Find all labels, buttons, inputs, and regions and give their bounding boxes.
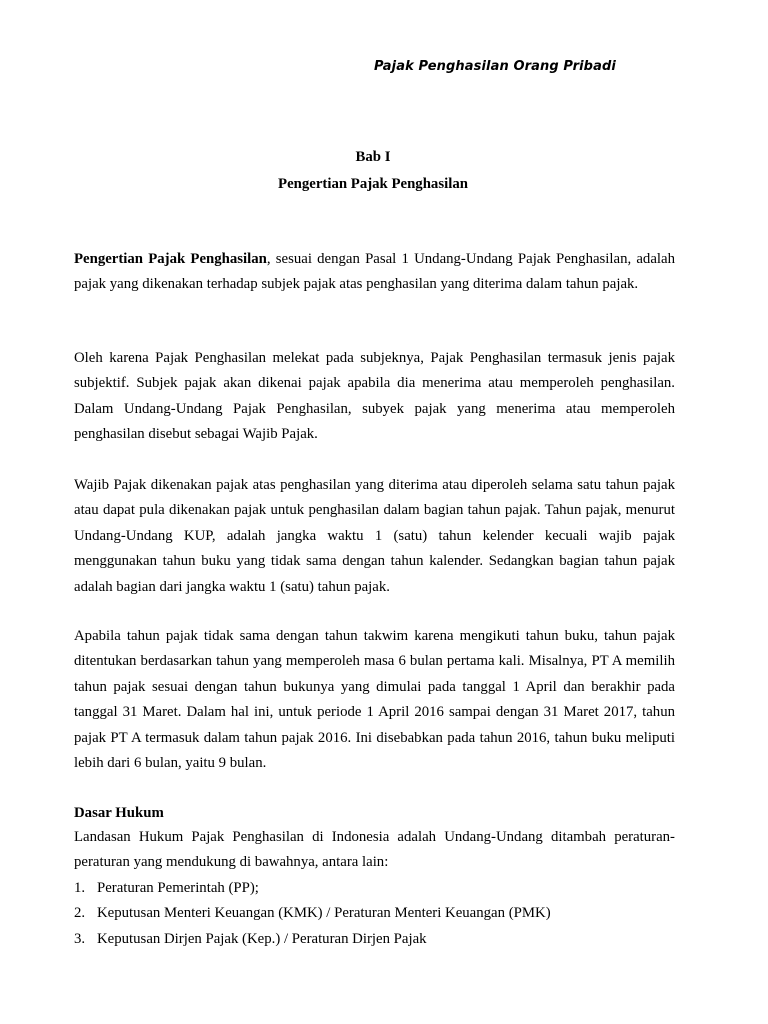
list-item-number: 1. — [74, 880, 86, 896]
list-item-number: 2. — [74, 905, 86, 922]
paragraph-subjective-tax: Oleh karena Pajak Penghasilan melekat pada subjeknya, Pajak Penghasilan termasuk jenis pajak subjektif. Subjek pajak akan dikenai pajak apabila dia menerima atau memperoleh penghasilan. Dalam Undang-Undang Pajak Penghasilan, subyek pajak yang menerima atau memperoleh penghasilan disebut sebagai Wajib Pajak. — [74, 350, 675, 443]
paragraph-definition — [74, 247, 675, 298]
legal-basis-list — [74, 876, 675, 952]
paragraph-tax-year: Wajib Pajak dikenakan pajak atas penghasilan yang diterima atau diperoleh selama satu tahun pajak atau dapat pula dikenakan pajak untuk penghasilan dalam bagian tahun pajak. Tahun pajak, menurut Undang-Undang KUP, adalah jangka waktu 1 (satu) tahun kelender kecuali wajib pajak menggunakan tahun buku yang tidak sama dengan tahun kalender. Sedangkan bagian tahun pajak adalah bagian dari jangka waktu 1 (satu) tahun pajak. — [74, 477, 675, 595]
paragraph-legal-basis: Landasan Hukum Pajak Penghasilan di Indonesia adalah Undang-Undang ditambah peraturan-peraturan yang mendukung di bawahnya, antara lain: — [74, 829, 675, 871]
list-item-text: Keputusan Menteri Keuangan (KMK) / Peraturan Menteri Keuangan (PMK) — [97, 905, 551, 922]
definition-term: Pengertian Pajak Penghasilan — [74, 251, 267, 267]
chapter-label: Bab I — [355, 149, 391, 165]
list-item-text: Peraturan Pemerintah (PP); — [97, 880, 259, 896]
running-header: Pajak Penghasilan Orang Pribadi — [374, 59, 616, 74]
paragraph-tax-year-example: Apabila tahun pajak tidak sama dengan tahun takwim karena mengikuti tahun buku, tahun pajak ditentukan berdasarkan tahun yang memperoleh masa 6 bulan pertama kali. Misalnya, PT A memilih tahun pajak sesuai dengan tahun bukunya yang dimulai pada tanggal 1 April dan berakhir pada tanggal 31 Maret. Dalam hal ini, untuk periode 1 April 2016 sampai dengan 31 Maret 2017, tahun pajak PT A termasuk dalam tahun pajak 2016. Ini disebabkan pada tahun 2016, tahun buku meliputi lebih dari 6 bulan, yaitu 9 bulan. — [74, 628, 675, 772]
list-item — [74, 901, 675, 926]
list-item-number: 3. — [74, 930, 86, 947]
section-heading-dasar-hukum: Dasar Hukum — [74, 805, 164, 821]
list-item — [74, 876, 675, 901]
chapter-title: Pengertian Pajak Penghasilan — [278, 176, 468, 192]
definition-text: , sesuai dengan Pasal 1 Undang-Undang Pajak Penghasilan, adalah pajak yang dikenakan terhadap subjek pajak atas penghasilan yang diterima dalam tahun pajak. — [74, 251, 675, 293]
list-item-text: Keputusan Dirjen Pajak (Kep.) / Peraturan Dirjen Pajak — [97, 930, 427, 947]
list-item — [74, 927, 675, 952]
